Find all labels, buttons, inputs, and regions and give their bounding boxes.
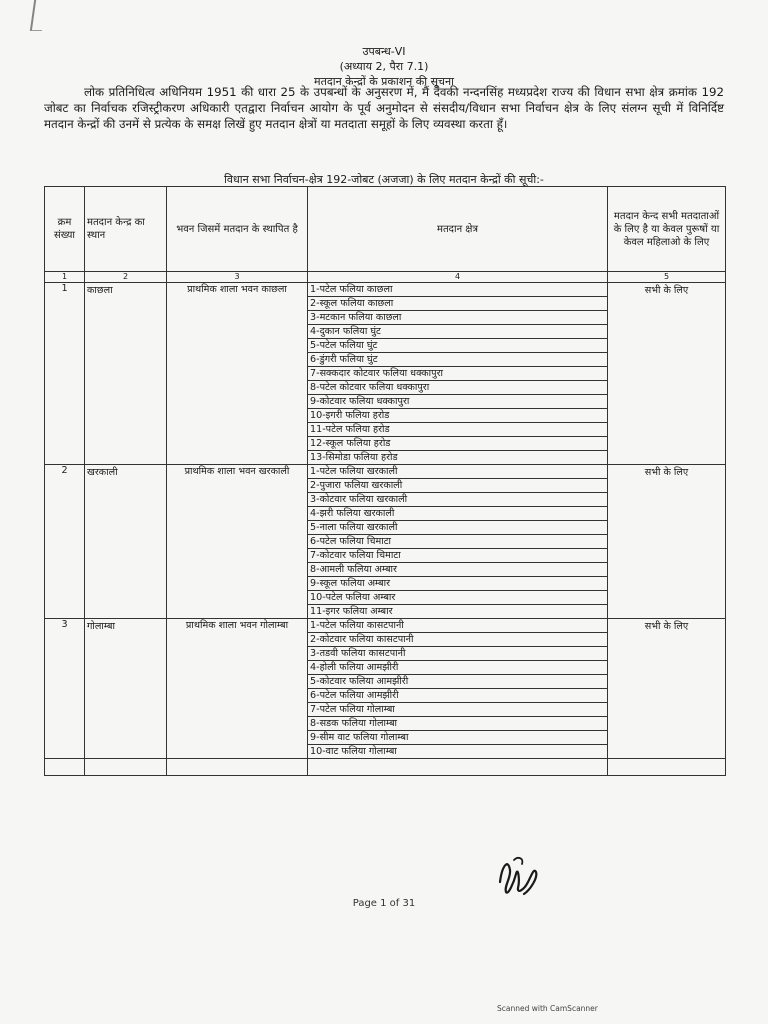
- polling-area: 9-कोटवार फलिया धक्कापुरा: [308, 395, 608, 409]
- polling-area: 1-पटेल फलिया कासटपानी: [308, 619, 608, 633]
- polling-area: 9-सीम वाट फलिया गोलाम्बा: [308, 731, 608, 745]
- col-header-voters: मतदान केन्द सभी मतदाताओं के लिए है या केवल पुरूषों या केवल महिलाओ के लिए: [608, 187, 726, 272]
- polling-area: 9-स्कूल फलिया अम्बार: [308, 577, 608, 591]
- station-building: प्राथमिक शाला भवन खरकाली: [167, 465, 308, 619]
- page-number: Page 1 of 31: [352, 898, 416, 909]
- polling-area: 4-दुकान फलिया घुंट: [308, 325, 608, 339]
- polling-area: 7-पटेल फलिया गोलाम्बा: [308, 703, 608, 717]
- scan-edge-mark: [30, 0, 46, 31]
- empty-cell: [85, 759, 167, 776]
- station-place: खरकाली: [85, 465, 167, 619]
- column-number: 2: [85, 272, 167, 283]
- empty-cell: [167, 759, 308, 776]
- station-voter-type: सभी के लिए: [608, 619, 726, 759]
- table-row: [45, 465, 726, 479]
- polling-area: 11-पटेल फलिया हरोड: [308, 423, 608, 437]
- column-number: 4: [308, 272, 608, 283]
- signature-mark: [494, 852, 546, 900]
- polling-area: 5-कोटवार फलिया आमझीरी: [308, 675, 608, 689]
- table-row: [45, 283, 726, 297]
- station-serial: 2: [45, 465, 85, 619]
- polling-area: 10-वाट फलिया गोलाम्बा: [308, 745, 608, 759]
- chapter-reference: (अध्याय 2, पैरा 7.1): [339, 60, 429, 73]
- polling-area: 3-तडवी फलिया कासटपानी: [308, 647, 608, 661]
- station-voter-type: सभी के लिए: [608, 465, 726, 619]
- polling-area: 7-सक्कदार कोटवार फलिया धक्कापुरा: [308, 367, 608, 381]
- polling-area: 4-होली फलिया आमझीरी: [308, 661, 608, 675]
- polling-area: 2-पुजारा फलिया खरकाली: [308, 479, 608, 493]
- polling-area: 2-कोटवार फलिया कासटपानी: [308, 633, 608, 647]
- col-header-serial: क्रम संख्या: [45, 187, 85, 272]
- intro-text: लोक प्रतिनिधित्व अधिनियम 1951 की धारा 25 के उपबन्धों के अनुसरण में, मैं देवकी नन्दनसिंह मध्यप्रदेश राज्य की विधान सभा क्षेत्र क्रमांक 192 जोबट का निर्वाचक रजिस्ट्रीकरण अधिकारी एतद्वारा निर्वाचन आयोग के पूर्व अनुमोदन से संसदीय/विधान सभा निर्वाचन क्षेत्र के लिए संलग्न सूची में विनिर्दिष्ट मतदान केन्द्रों की उनमें से प्रत्येक के समक्ष लिखें हुए मतदान क्षेत्रों या मतदाता समूहों के लिए व्यवस्था करता हूँ।: [44, 85, 724, 131]
- polling-area: 8-पटेल कोटवार फलिया धक्कापुरा: [308, 381, 608, 395]
- station-building: प्राथमिक शाला भवन गोलाम्बा: [167, 619, 308, 759]
- annexure-heading: उपबन्ध-VI: [362, 45, 406, 58]
- polling-area: 10-पटेल फलिया अम्बार: [308, 591, 608, 605]
- station-serial: 3: [45, 619, 85, 759]
- table-trailing-row: [45, 759, 726, 776]
- polling-area: 5-पटेल फलिया घुंट: [308, 339, 608, 353]
- polling-area: 3-कोटवार फलिया खरकाली: [308, 493, 608, 507]
- polling-area: 6-डुंगरी फलिया घुंट: [308, 353, 608, 367]
- table-caption: विधान सभा निर्वाचन-क्षेत्र 192-जोबट (अजजा) के लिए मतदान केन्द्रों की सूची:-: [224, 173, 544, 186]
- polling-area: 2-स्कूल फलिया काछला: [308, 297, 608, 311]
- col-header-building: भवन जिसमें मतदान के स्थापित है: [167, 187, 308, 272]
- column-number: 5: [608, 272, 726, 283]
- station-place: काछला: [85, 283, 167, 465]
- table-row: [45, 619, 726, 633]
- polling-area: 1-पटेल फलिया खरकाली: [308, 465, 608, 479]
- col-header-place: मतदान केन्द्र का स्थान: [85, 187, 167, 272]
- scanner-watermark: Scanned with CamScanner: [497, 1004, 598, 1013]
- table-header-row: [45, 187, 726, 272]
- column-number: 3: [167, 272, 308, 283]
- empty-cell: [308, 759, 608, 776]
- station-voter-type: सभी के लिए: [608, 283, 726, 465]
- polling-stations-table: [44, 186, 726, 776]
- intro-paragraph: [44, 84, 724, 132]
- polling-area: 8-सडक फलिया गोलाम्बा: [308, 717, 608, 731]
- empty-cell: [45, 759, 85, 776]
- column-number-row: [45, 272, 726, 283]
- station-building: प्राथमिक शाला भवन काछला: [167, 283, 308, 465]
- polling-area: 7-कोटवार फलिया चिमाटा: [308, 549, 608, 563]
- polling-area: 3-मटकान फलिया काछला: [308, 311, 608, 325]
- polling-area: 13-सिमोडा फलिया हरोड: [308, 451, 608, 465]
- polling-area: 6-पटेल फलिया चिमाटा: [308, 535, 608, 549]
- table-body: [45, 283, 726, 776]
- notice-title: मतदान केन्द्रों के प्रकाशन की सूचना: [314, 75, 454, 88]
- polling-area: 8-आमली फलिया अम्बार: [308, 563, 608, 577]
- column-number: 1: [45, 272, 85, 283]
- polling-area: 1-पटेल फलिया काछला: [308, 283, 608, 297]
- polling-area: 12-स्कूल फलिया हरोड: [308, 437, 608, 451]
- polling-area: 4-झरी फलिया खरकाली: [308, 507, 608, 521]
- polling-area: 11-इगर फलिया अम्बार: [308, 605, 608, 619]
- polling-area: 5-नाला फलिया खरकाली: [308, 521, 608, 535]
- polling-area: 10-इगरी फलिया हरोड: [308, 409, 608, 423]
- polling-area: 6-पटेल फलिया आमझीरी: [308, 689, 608, 703]
- empty-cell: [608, 759, 726, 776]
- col-header-areas: मतदान क्षेत्र: [308, 187, 608, 272]
- station-place: गोलाम्बा: [85, 619, 167, 759]
- station-serial: 1: [45, 283, 85, 465]
